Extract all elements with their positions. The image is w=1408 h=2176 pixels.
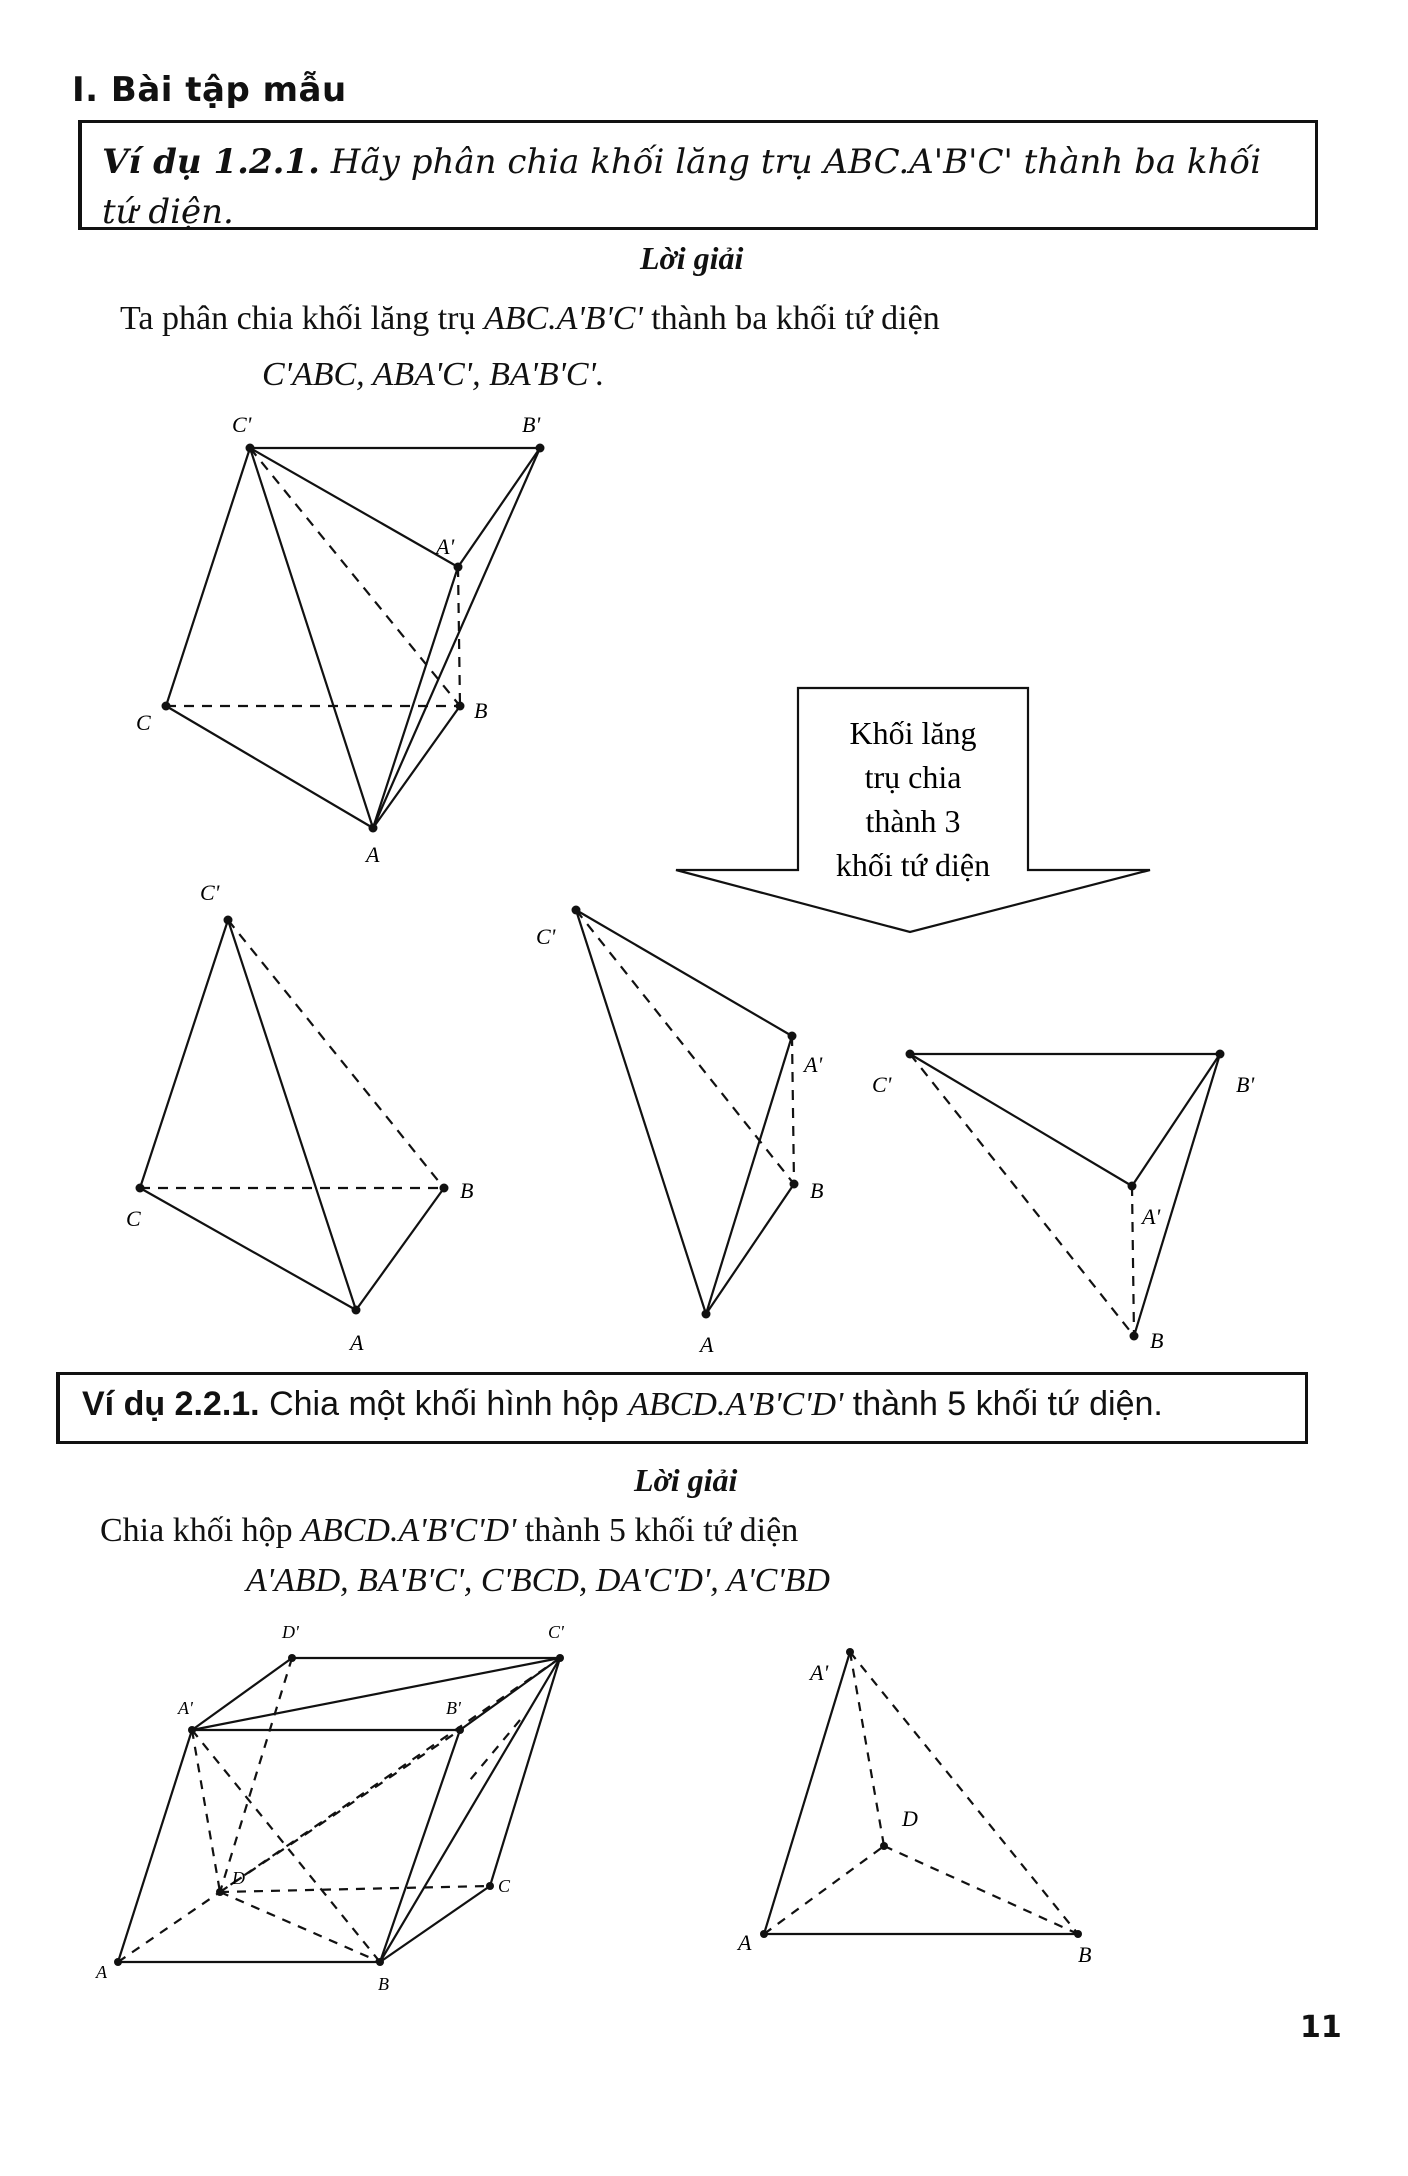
solution-1-prism: ABC.A'B'C': [483, 300, 643, 337]
section-title: I. Bài tập mẫu: [72, 70, 347, 110]
fig5-label-d: D: [232, 1868, 245, 1888]
example-1-label: Ví dụ 1.2.1.: [102, 142, 320, 182]
figure-tetra-4: [764, 1652, 1078, 1934]
fig1-label-b: B: [474, 698, 488, 723]
page-number: 11: [1300, 2010, 1342, 2045]
figure-tetra-3: [910, 1054, 1220, 1336]
solution-1-heading: Lời giải: [640, 240, 744, 276]
fig5-label-b-prime: B': [446, 1698, 461, 1718]
fig2-label-b: B: [460, 1178, 474, 1203]
example-1-text: Hãy phân chia khối lăng trụ ABC.A'B'C' thành ba khối tứ diện.: [102, 142, 1262, 232]
fig6-label-d: D: [902, 1806, 918, 1831]
solution-2-suffix: thành 5 khối tứ diện: [524, 1512, 799, 1549]
fig6-label-b: B: [1078, 1942, 1092, 1967]
fig3-label-a-prime: A': [804, 1052, 823, 1077]
fig2-label-a: A: [350, 1330, 364, 1355]
fig5-label-c-prime: C': [548, 1622, 564, 1642]
fig5-label-a-prime: A': [178, 1698, 193, 1718]
solution-2-heading: Lời giải: [634, 1462, 738, 1498]
fig2-label-c-prime: C': [200, 880, 220, 905]
fig4-label-a-prime: A': [1142, 1204, 1161, 1229]
fig6-label-a: A: [738, 1930, 752, 1955]
example-2-label: Ví dụ 2.2.1.: [82, 1385, 260, 1423]
fig4-label-b-prime: B': [1236, 1072, 1255, 1097]
example-2-text-prefix: Chia một khối hình hộp: [269, 1385, 619, 1423]
fig5-label-d-prime: D': [282, 1622, 299, 1642]
fig3-label-b: B: [810, 1178, 824, 1203]
example-2-text-suffix: thành 5 khối tứ diện.: [852, 1385, 1163, 1423]
solution-1-tetrahedra: C'ABC, ABA'C', BA'B'C'.: [262, 356, 605, 393]
fig3-label-c-prime: C': [536, 924, 556, 949]
fig1-label-b-prime: B': [522, 412, 541, 437]
figure-prism: [166, 448, 540, 828]
fig3-label-a: A: [700, 1332, 714, 1357]
arrow-text-1: Khối lăng: [849, 715, 977, 751]
figure-tetra-2: [576, 910, 794, 1314]
arrow-text-3: thành 3: [865, 803, 961, 839]
fig5-label-b: B: [378, 1974, 389, 1994]
fig2-label-c: C: [126, 1206, 141, 1231]
fig5-label-c: C: [498, 1876, 511, 1896]
fig1-label-a-prime: A': [436, 534, 455, 559]
fig4-label-b: B: [1150, 1328, 1164, 1353]
figure-tetra-1: [140, 920, 444, 1310]
solution-1-suffix: thành ba khối tứ diện: [651, 300, 940, 337]
fig4-label-c-prime: C': [872, 1072, 892, 1097]
fig1-label-a: A: [366, 842, 380, 867]
solution-1-prefix: Ta phân chia khối lăng trụ: [120, 300, 476, 337]
solution-2-box: ABCD.A'B'C'D': [301, 1512, 517, 1549]
example-2-box-name: ABCD.A'B'C'D': [628, 1386, 844, 1423]
solution-2-tetrahedra: A'ABD, BA'B'C', C'BCD, DA'C'D', A'C'BD: [246, 1562, 830, 1599]
solution-2-prefix: Chia khối hộp: [100, 1512, 293, 1549]
arrow-text-2: trụ chia: [864, 759, 962, 795]
fig1-label-c: C: [136, 710, 151, 735]
fig5-label-a: A: [96, 1962, 107, 1982]
fig6-label-a-prime: A': [810, 1660, 829, 1685]
fig1-label-c-prime: C': [232, 412, 252, 437]
arrow-text-4: khối tứ diện: [835, 847, 991, 883]
